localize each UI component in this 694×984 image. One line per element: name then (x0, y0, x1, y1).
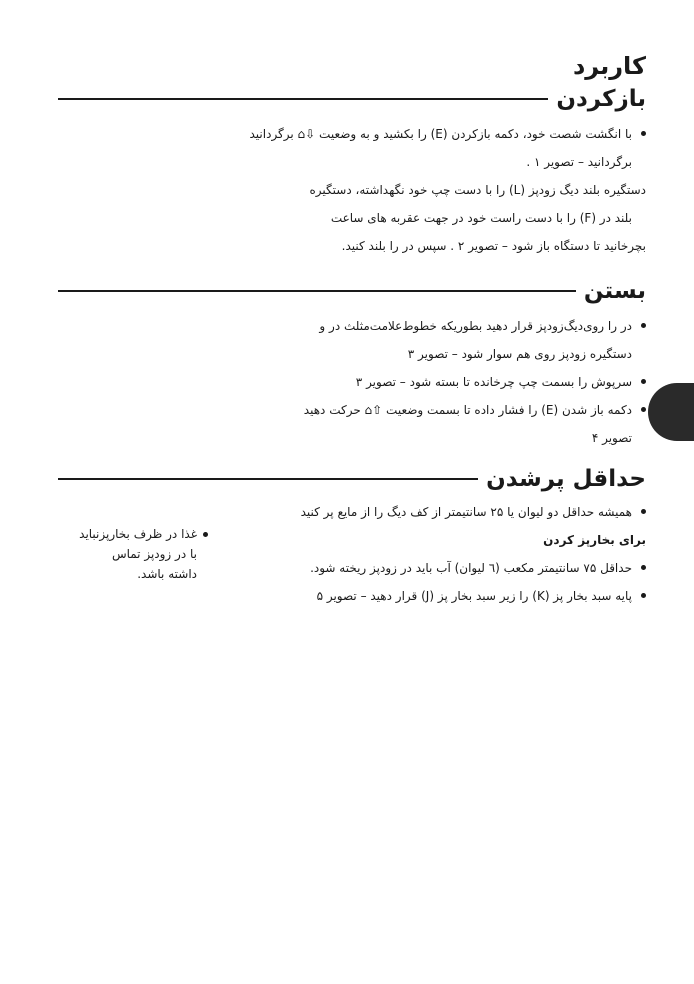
text-line: برگردانید – تصویر ۱ . (526, 155, 632, 169)
page-title: کاربرد (572, 52, 646, 80)
section-title-close: بستن (583, 278, 646, 304)
side-note (58, 524, 208, 584)
list-item: در را روی‌دیگ‌زودپز قرار دهید بطوریکه خطوط‌علامت‌مثلث در و (304, 312, 646, 340)
bullet-icon (203, 532, 208, 537)
open-instructions (250, 120, 647, 260)
bullet-icon (641, 509, 646, 514)
list-item: همیشه حداقل دو لیوان یا ۲۵ سانتیمتر از کف دیگ را از مایع پر کنید (301, 498, 646, 526)
section-header-min-fill (58, 466, 646, 492)
section-header-open (58, 86, 646, 112)
bullet-icon (641, 407, 646, 412)
list-item: دکمه باز شدن (E) را فشار داده تا بسمت وضعیت ⇧⌂ حرکت دهید (304, 396, 646, 424)
list-item: دستگیره زودپز روی هم سوار شود – تصویر ۳ (407, 347, 632, 361)
section-header-close (58, 278, 646, 304)
text-line: بچرخانید تا دستگاه باز شود – تصویر ۲ . سپس در را بلند کنید. (341, 239, 646, 253)
list-item: پایه سبد بخار پز (K) را زیر سبد بخار پز (J) قرار دهید – تصویر ۵ (301, 582, 646, 610)
list-item: تصویر ۴ (591, 431, 632, 445)
bullet-icon (641, 131, 646, 136)
section-divider (58, 98, 548, 100)
bullet-icon (641, 565, 646, 570)
sub-heading-steaming: برای بخارپز کردن (543, 533, 646, 547)
section-title-open: بازکردن (556, 86, 646, 112)
list-item: سرپوش را بسمت چپ چرخانده تا بسته شود – تصویر ۳ (304, 368, 646, 396)
text-line: بلند در (F) را با دست راست خود در جهت عقربه های ساعت (330, 211, 632, 225)
text-line: غذا در ظرف بخارپزنباید (58, 524, 208, 544)
text-line: داشته باشد. (137, 567, 197, 581)
text-line: دستگیره بلند دیگ زودپز (L) را با دست چپ خود نگهداشته، دستگیره (309, 183, 646, 197)
section-title-min-fill: حداقل پرشدن (486, 466, 646, 492)
list-item: حداقل ۷۵ سانتیمتر مکعب (٦ لیوان) آب باید در زودپز ریخته شود. (301, 554, 646, 582)
bullet-icon (641, 323, 646, 328)
min-fill-instructions (301, 498, 646, 610)
text-line: با در زودپز تماس (111, 547, 197, 561)
bullet-icon (641, 593, 646, 598)
bullet-icon (641, 379, 646, 384)
list-item: با انگشت شصت خود، دکمه بازکردن (E) را بکشید و به وضعیت ⇩⌂ برگردانید (250, 120, 647, 148)
section-divider (58, 290, 576, 292)
chapter-tab (648, 383, 694, 441)
section-divider (58, 478, 478, 480)
close-instructions (304, 312, 646, 452)
